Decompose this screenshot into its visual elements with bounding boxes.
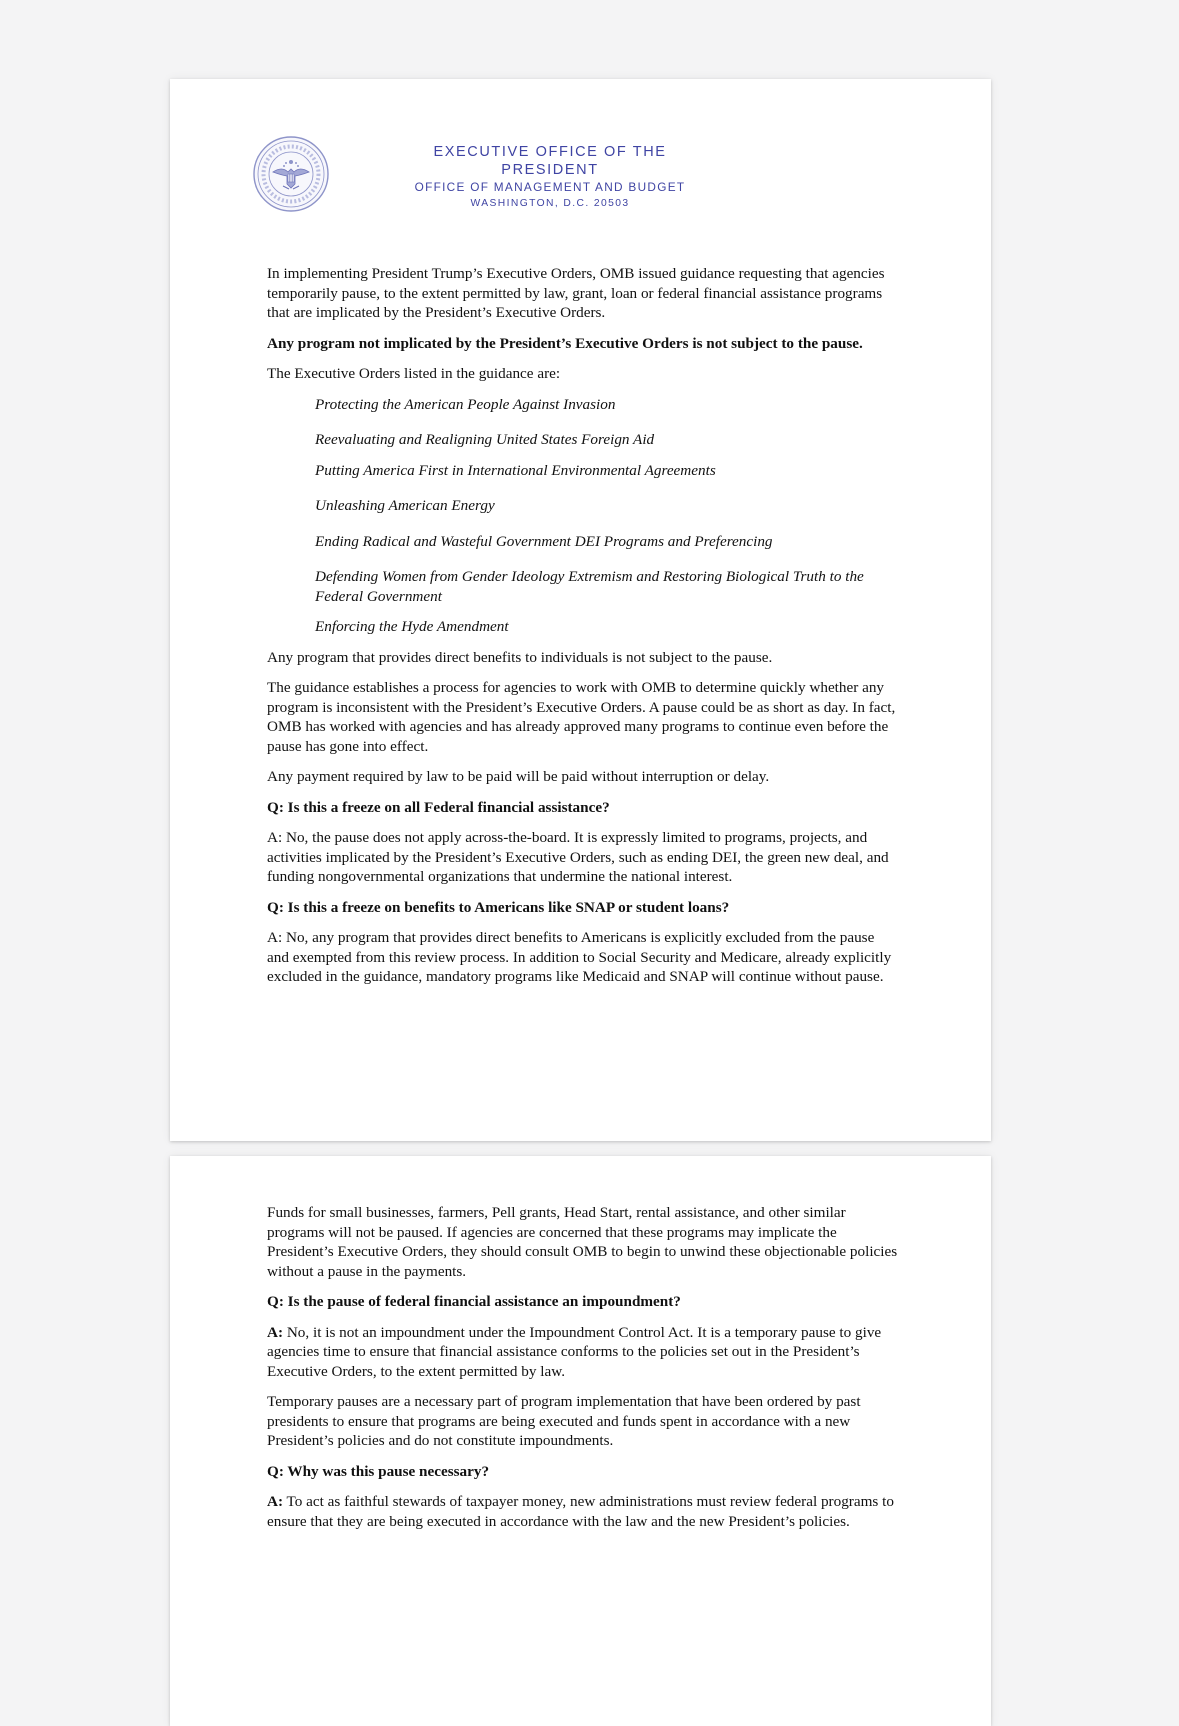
list-item: Reevaluating and Realigning United States Foreign Aid	[315, 431, 655, 448]
letterhead-address: WASHINGTON, D.C. 20503	[470, 198, 630, 209]
process-paragraph: The guidance establishes a process for agencies to work with OMB to determine quickly whether any program is inconsistent with the President’s Executive Orders. A pause could be as short as day. In fact, OMB has worked with agencies and has already approved many programs to continue even before the pause has gone into effect.	[267, 679, 896, 755]
page-2-body	[267, 1203, 899, 1542]
direct-benefits-paragraph: Any program that provides direct benefits to individuals is not subject to the pause.	[267, 648, 773, 666]
document-page-2	[170, 1156, 991, 1726]
letterhead-office: OFFICE OF MANAGEMENT AND BUDGET	[414, 180, 686, 194]
answer-text: To act as faithful stewards of taxpayer money, new administrations must review federal programs to ensure that they are being executed in accordance with the law and the new President’s policies.	[267, 1493, 894, 1530]
list-item: Ending Radical and Wasteful Government DEI Programs and Preferencing	[315, 532, 773, 550]
question-2: Q: Is this a freeze on benefits to Americans like SNAP or student loans?	[267, 898, 730, 916]
question-3: Q: Is the pause of federal financial assistance an impoundment?	[267, 1293, 681, 1310]
payment-paragraph: Any payment required by law to be paid will be paid without interruption or delay.	[267, 768, 770, 785]
question-4: Q: Why was this pause necessary?	[267, 1462, 490, 1480]
list-intro: The Executive Orders listed in the guidance are:	[267, 365, 561, 382]
document-page-1	[170, 79, 991, 1141]
answer-1: A: No, the pause does not apply across-the-board. It is expressly limited to programs, projects, and activities implicated by the President’s Executive Orders, such as ending DEI, the green new deal, and funding nongovernmental organizations that undermine the national interest.	[267, 829, 889, 885]
list-item: Protecting the American People Against Invasion	[315, 395, 616, 413]
letterhead-title: EXECUTIVE OFFICE OF THE PRESIDENT	[433, 144, 667, 178]
answer-4	[267, 1492, 899, 1531]
temporary-paragraph: Temporary pauses are a necessary part of program implementation that have been ordered by past presidents to ensure that programs are being executed and funds spent in accordance with a new President’s policies and do not constitute impoundments.	[267, 1393, 861, 1449]
answer-3	[267, 1323, 899, 1382]
answer-text: No, it is not an impoundment under the Impoundment Control Act. It is a temporary pause to give agencies time to ensure that financial assistance conforms to the policies set out in the President’s Executive Orders, to the extent permitted by law.	[267, 1323, 882, 1380]
intro-paragraph: In implementing President Trump’s Executive Orders, OMB issued guidance requesting that agencies temporarily pause, to the extent permitted by law, grant, loan or federal financial assistance programs that are implicated by the President’s Executive Orders.	[267, 265, 885, 321]
page-1-body	[267, 264, 899, 998]
list-item: Defending Women from Gender Ideology Extremism and Restoring Biological Truth to the Federal Government	[315, 568, 864, 605]
answer-label: A:	[267, 1493, 284, 1510]
answer-label: A:	[267, 1323, 284, 1341]
not-subject-statement: Any program not implicated by the President’s Executive Orders is not subject to the pause.	[267, 334, 863, 352]
list-item: Unleashing American Energy	[315, 497, 495, 514]
question-1: Q: Is this a freeze on all Federal financial assistance?	[267, 798, 610, 816]
list-item: Enforcing the Hyde Amendment	[315, 618, 509, 635]
funds-paragraph: Funds for small businesses, farmers, Pell grants, Head Start, rental assistance, and other similar programs will not be paused. If agencies are concerned that these programs may implicate the President’s Executive Orders, they should consult OMB to begin to unwind these objectionable policies without a pause in the payments.	[267, 1204, 898, 1280]
presidential-seal-icon	[253, 136, 329, 212]
list-item: Putting America First in International Environmental Agreements	[315, 461, 716, 479]
letterhead	[400, 143, 700, 212]
answer-2: A: No, any program that provides direct benefits to Americans is explicitly excluded from the pause and exempted from this review process. In addition to Social Security and Medicare, already explicitly excluded in the guidance, mandatory programs like Medicaid and SNAP will continue without pause.	[267, 929, 892, 985]
executive-orders-list	[267, 395, 899, 637]
